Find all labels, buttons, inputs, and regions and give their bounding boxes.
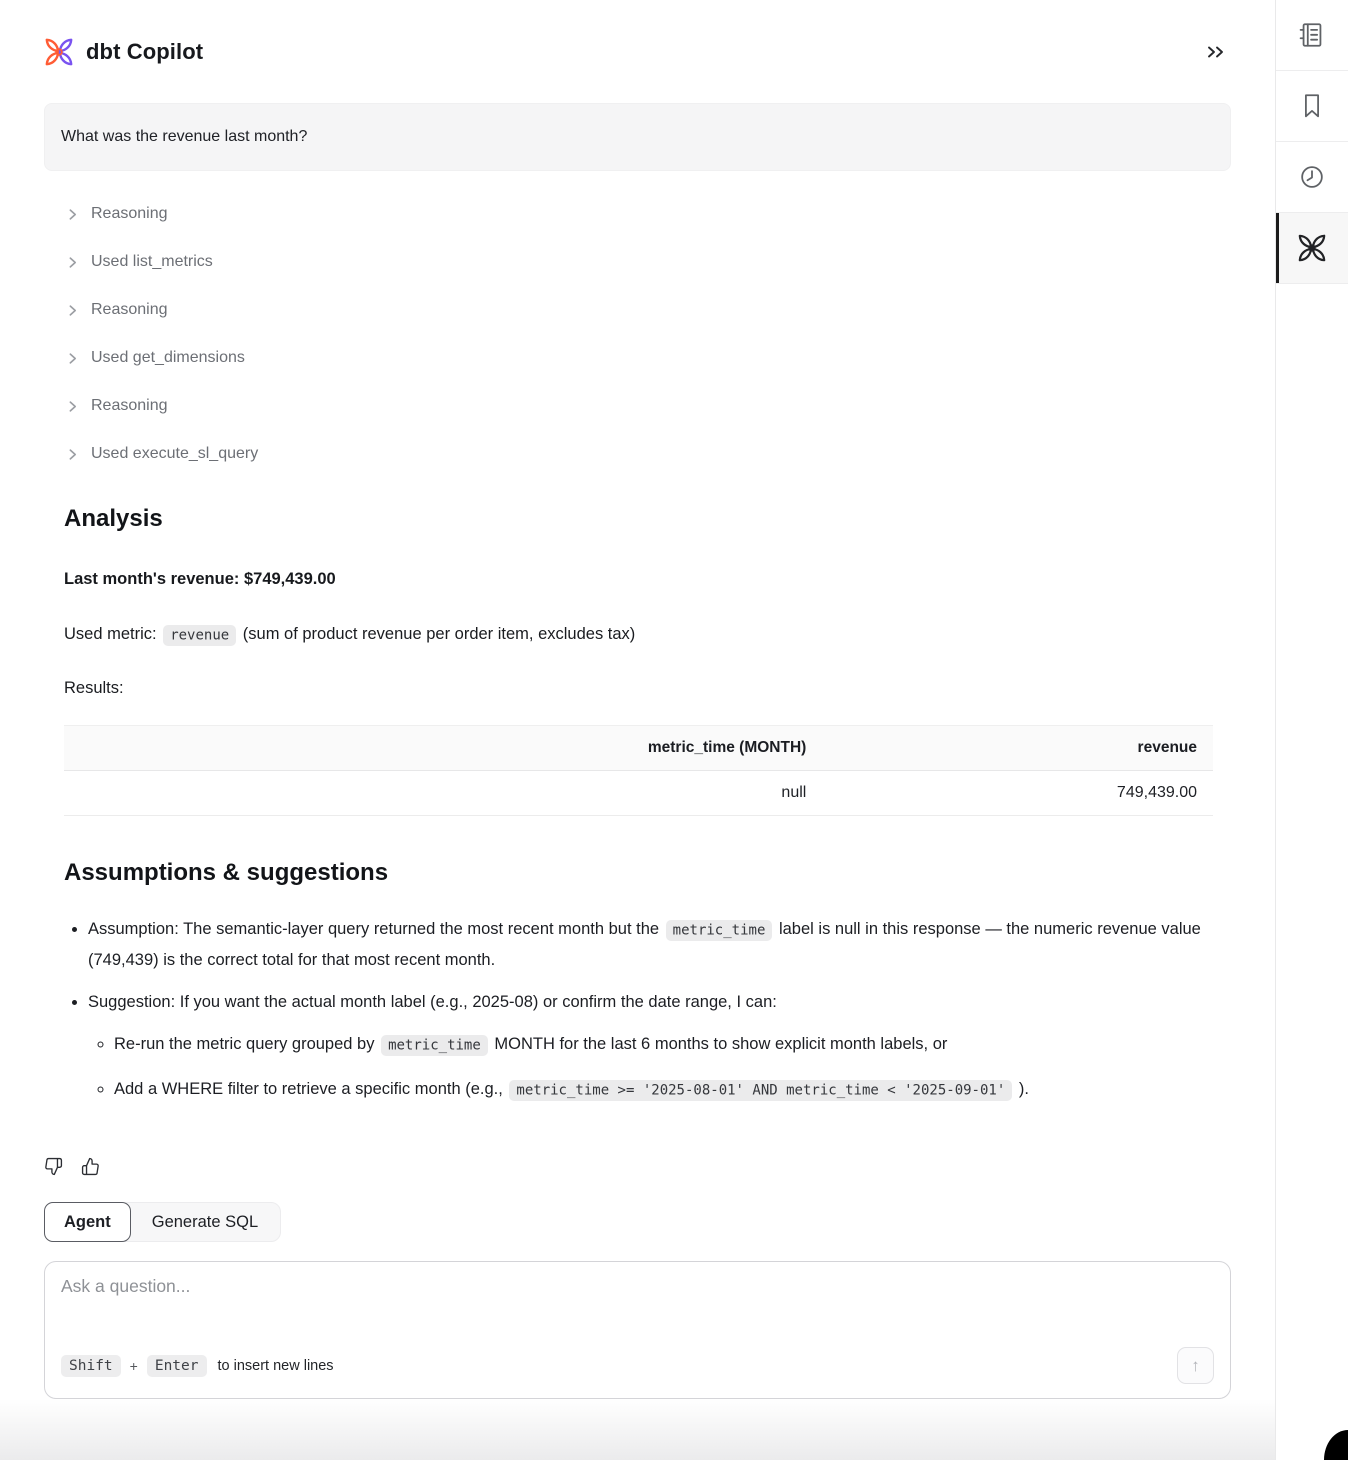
composer-hint-row [61,1347,1214,1384]
step-reasoning-2[interactable] [44,286,1231,334]
step-reasoning-1[interactable] [44,190,1231,238]
enter-key-pill: Enter [147,1355,207,1377]
step-label: Used execute_sl_query [91,445,259,462]
mode-agent-button[interactable]: Agent [44,1202,131,1242]
notebook-icon [1297,20,1327,50]
list-item-rerun [114,1029,1213,1060]
question-composer [44,1261,1231,1399]
sidebar-item-copilot[interactable] [1276,213,1348,284]
question-input[interactable] [61,1276,1214,1347]
user-message-text: What was the revenue last month? [61,128,308,145]
thumbs-down-icon [44,1157,63,1176]
thumbs-up-icon [81,1157,100,1176]
dbt-logo-icon [1297,233,1327,263]
chevron-right-icon [66,352,79,365]
cell-revenue: 749,439.00 [822,771,1213,816]
bottom-fade [0,1399,1275,1460]
list-item-where-filter [114,1074,1213,1105]
step-reasoning-3[interactable] [44,382,1231,430]
plus-separator: + [129,1357,138,1374]
panel-header [44,0,1231,68]
bookmark-icon [1297,91,1327,121]
sidebar-item-notebook[interactable] [1276,0,1348,71]
thumbs-down-button[interactable] [44,1157,63,1176]
sidebar-item-history[interactable] [1276,142,1348,213]
step-used-execute-sl-query[interactable] [44,430,1231,478]
suggestion-text: Suggestion: If you want the actual month label (e.g., 2025-08) or confirm the date range, I can: [88,993,777,1011]
sidebar-empty-area [1276,284,1348,1460]
suggestion-sublist [88,1029,1213,1105]
thumbs-up-button[interactable] [81,1157,100,1176]
metric-time-code-pill: metric_time [381,1035,488,1056]
assumption-pre: Assumption: The semantic-layer query returned the most recent month but the [88,920,664,938]
mode-toggle [44,1202,281,1242]
panel-title: dbt Copilot [86,39,204,64]
metric-time-code-pill: metric_time [666,920,773,941]
chevron-right-icon [66,304,79,317]
where-pre: Add a WHERE filter to retrieve a specific month (e.g., [114,1080,508,1098]
assumption-post: label is null in this response — the numeric revenue value (749,439) is the correct total for that most recent month. [88,920,1201,969]
results-table [64,725,1213,816]
results-label: Results: [64,679,124,697]
assistant-response [44,478,1231,1119]
step-label: Used list_metrics [91,253,213,270]
metric-code-pill: revenue [163,625,236,646]
step-used-get-dimensions[interactable] [44,334,1231,382]
feedback-bar [44,1157,1231,1176]
assumptions-heading: Assumptions & suggestions [64,859,389,886]
step-label: Reasoning [91,301,168,318]
cell-metric-time: null [64,771,822,816]
used-metric-line [64,620,1213,649]
used-metric-post: (sum of product revenue per order item, excludes tax) [238,625,636,643]
revenue-summary: Last month's revenue: $749,439.00 [64,570,336,588]
chevron-right-icon [66,256,79,269]
brand [44,37,203,67]
assumptions-list [64,914,1213,1105]
column-header-metric-time: metric_time (MONTH) [64,726,822,771]
rerun-post: MONTH for the last 6 months to show explicit month labels, or [489,1035,948,1053]
collapse-panel-button[interactable] [1201,39,1231,65]
step-label: Reasoning [91,205,168,222]
newline-hint: to insert new lines [217,1357,334,1374]
send-button[interactable] [1177,1347,1214,1384]
list-item-suggestion [88,987,1213,1105]
chevron-right-icon [66,400,79,413]
step-label: Used get_dimensions [91,349,245,366]
list-item-assumption [88,914,1213,975]
chevron-right-icon [66,448,79,461]
rerun-pre: Re-run the metric query grouped by [114,1035,380,1053]
results-table-header-row [64,726,1213,771]
table-row [64,771,1213,816]
chevron-right-icon [66,208,79,221]
column-header-revenue: revenue [822,726,1213,771]
used-metric-pre: Used metric: [64,625,162,643]
step-label: Reasoning [91,397,168,414]
where-post: ). [1014,1080,1029,1098]
mode-generate-sql-button[interactable]: Generate SQL [130,1203,280,1241]
right-icon-rail [1275,0,1348,1460]
shift-key-pill: Shift [61,1355,121,1377]
agent-steps [44,190,1231,478]
history-clock-icon [1297,162,1327,192]
step-used-list-metrics[interactable] [44,238,1231,286]
where-clause-code-pill: metric_time >= '2025-08-01' AND metric_time < '2025-09-01' [509,1080,1012,1101]
dbt-logo-icon [44,37,74,67]
send-arrow-icon: ↑ [1191,1355,1200,1375]
chevrons-right-icon [1205,43,1227,61]
analysis-heading: Analysis [64,505,163,532]
user-message [44,103,1231,171]
sidebar-item-bookmarks[interactable] [1276,71,1348,142]
